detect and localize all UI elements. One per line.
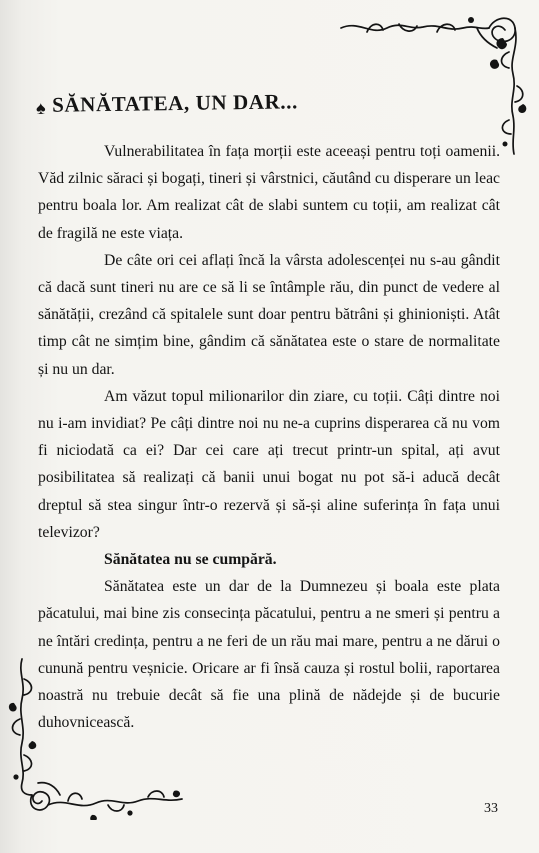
- paragraph: Vulnerabilitatea în fața morții este aceeași pentru toți oamenii. Văd zilnic săraci și bogați, tineri și vârstnici, căutând cu disperare un leac pentru boala lor. Am realizat cât de slabi suntem cu toții, am realizat cât de fragilă ne este viața.: [38, 143, 500, 242]
- corner-ornament-top-right: [337, 8, 527, 158]
- chapter-title-text: SĂNĂTATEA, UN DAR...: [51, 89, 299, 117]
- body-text: [38, 138, 500, 736]
- paragraph: De câte ori cei aflați încă la vârsta adolescenței nu s-au gândit că dacă sunt tineri nu are ce să li se întâmple rău, din punct de vedere al sănătății, crezând că spitalele sunt doar pentru bătrâni și ghinioniști. Atât timp cât ne simțim bine, gândim că sănătatea este o stare de normalitate și nu un dar.: [38, 251, 500, 378]
- page-number: 33: [484, 801, 498, 816]
- section-subheading: Sănătatea nu se cumpără.: [104, 551, 277, 569]
- chapter-title: [36, 89, 298, 118]
- paragraph: Am văzut topul milionarilor din ziare, cu toții. Câți dintre noi nu i-am invidiat? Pe câți dintre noi nu ne-a cuprins disperarea că nu vom fi niciodată ca ei? Dar cei care ați trecut printr-un spital, ați avut posibilitatea să realizați că banii unui bogat nu pot să-i aducă decât dreptul să stea singur într-o rezervă și să-și aline suferința în fața unui televizor?: [38, 387, 500, 541]
- spade-icon: ♠: [35, 97, 47, 118]
- paragraph: Sănătatea este un dar de la Dumnezeu și boala este plata păcatului, mai bine zis consecința păcatului, pentru a ne smeri și pentru a ne întări credința, pentru a ne feri de un rău mai mare, pentru a ne dărui o cunună pentru veșnicie. Oricare ar fi însă cauza și rostul bolii, raportarea noastră nu trebuie decât să fie una plină de nădejde și de bucurie duhovnicească.: [38, 578, 500, 732]
